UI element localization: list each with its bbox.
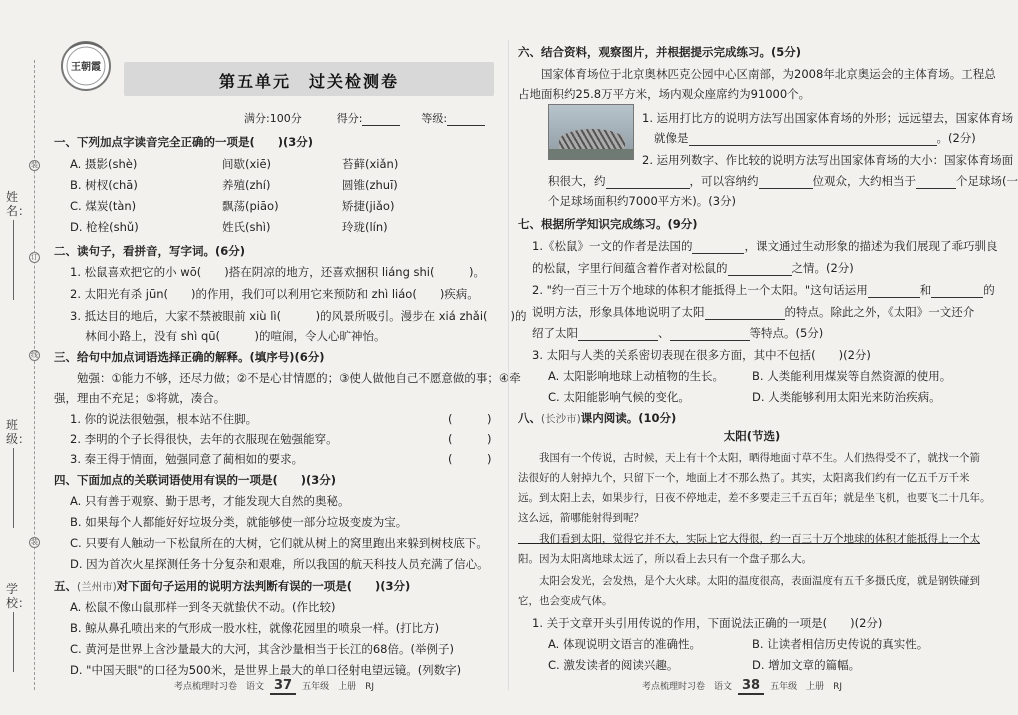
- cut-line: [34, 60, 35, 690]
- q1-option: 养殖(zhí): [222, 178, 271, 192]
- passage-line: 远。到太阳上去，如果步行，日夜不停地走，差不多要走三千五百年；就是坐飞机，也要飞二十几年。: [518, 492, 991, 504]
- q1-option: 间歇(xiē): [222, 157, 272, 171]
- passage-line: 我国有一个传说，古时候，天上有十个太阳，晒得地面寸草不生。人们热得受不了，就找一个箭: [518, 452, 980, 464]
- q6-sub2: 2. 运用列数字、作比较的说明方法写出国家体育场的大小：国家体育场面: [642, 153, 1014, 167]
- q2-line[interactable]: 林间小路上，没有 shì qū( )的喧闹，令人心旷神怡。: [70, 329, 386, 343]
- q6-sub1-line[interactable]: 就像是 。(2分): [654, 131, 976, 145]
- q7-line[interactable]: 绍了太阳 、 等特点。(5分): [532, 326, 824, 340]
- q5-heading: 五、(兰州市)对下面句子运用的说明方法判断有误的一项是( )(3分): [54, 579, 411, 593]
- q7-line: 3. 太阳与人类的关系密切表现在很多方面，其中不包括( )(2分): [532, 348, 871, 362]
- class-label: 班级：: [6, 418, 22, 528]
- q8-option[interactable]: A. 体现说明文语言的准确性。: [548, 637, 701, 651]
- q8-option[interactable]: B. 让读者相信历史传说的真实性。: [752, 637, 929, 651]
- brand-logo-icon: [56, 36, 116, 96]
- q2-line[interactable]: 1. 松鼠喜欢把它的小 wō( )搭在阴凉的地方，还喜欢捆积 liáng shi( )。: [70, 265, 485, 279]
- school-label: 学校：: [6, 582, 22, 672]
- q7-line[interactable]: 说明方法，形象具体地说明了太阳 的特点。除此之外，《太阳》一文还介: [532, 305, 975, 319]
- page-title: 第五单元 过关检测卷: [218, 72, 399, 91]
- page-divider: [508, 40, 509, 690]
- q6-heading: 六、结合资料，观察图片，并根据提示完成练习。(5分): [518, 45, 802, 59]
- q7-option[interactable]: D. 人类能够利用太阳光来防治疾病。: [752, 390, 941, 404]
- q1-option[interactable]: B. 树杈(chā): [70, 178, 138, 192]
- q6-sub2-line[interactable]: 积很大，约 ，可以容纳约 位观众，大约相当于 个足球场(一: [548, 174, 1018, 188]
- q7-line[interactable]: 的松鼠，字里行间蕴含着作者对松鼠的 之情。(2分): [532, 261, 854, 275]
- q4-option[interactable]: B. 如果每个人都能好好垃圾分类，就能够使一部分垃圾变废为宝。: [70, 515, 408, 529]
- q8-option[interactable]: C. 激发读者的阅读兴趣。: [548, 658, 679, 672]
- full-score: 满分:100分: [244, 112, 302, 125]
- q5-option[interactable]: A. 松鼠不像山鼠那样一到冬天就蛰伏不动。(作比较): [70, 600, 336, 614]
- binding-margin: [0, 0, 42, 715]
- q3-answer-paren[interactable]: ( ): [448, 432, 492, 446]
- q6-intro: 国家体育场位于北京奥林匹克公园中心区南部，为2008年北京奥运会的主体育场。工程总: [518, 67, 996, 81]
- q5-option[interactable]: D. "中国天眼"的口径为500米，是世界上最大的单口径射电望远镜。(列数字): [70, 663, 462, 677]
- page-number: 38: [738, 678, 764, 695]
- q2-line[interactable]: 3. 抵达目的地后，大家不禁被眼前 xiù lì( )的风景所吸引。漫步在 xiá zhǎi( )的: [70, 309, 527, 323]
- q3-item: 3. 秦王得于情面，勉强同意了蔺相如的要求。: [70, 452, 304, 466]
- title-bar: [124, 62, 494, 96]
- score-row: [244, 110, 504, 126]
- q2-line[interactable]: 2. 太阳光有杀 jūn( )的作用，我们可以利用它来预防和 zhì liáo( )疾病。: [70, 287, 479, 301]
- stadium-photo: [548, 104, 634, 160]
- left-footer: 考点梳理时习卷 语文 37 五年级 上册 RJ: [174, 678, 375, 693]
- q1-option[interactable]: C. 煤炭(tàn): [70, 199, 137, 213]
- q6-sub1: 1. 运用打比方的说明方法写出国家体育场的外形；远远望去，国家体育场: [642, 111, 1014, 125]
- grade-blank[interactable]: [447, 116, 485, 126]
- name-label: 姓名：: [6, 190, 22, 300]
- passage-line: 阳。因为太阳离地球太远了，所以看上去只有一个盘子那么大。: [518, 553, 812, 565]
- right-footer: 考点梳理时习卷 语文 38 五年级 上册 RJ: [642, 678, 843, 693]
- q1-option: 飘荡(piāo): [222, 199, 279, 213]
- q7-option[interactable]: C. 太阳能影响气候的变化。: [548, 390, 690, 404]
- q4-option[interactable]: C. 只要有人触动一下松鼠所在的大树，它们就从树上的窝里跑出来躲到树枝底下。: [70, 536, 488, 550]
- q5-option[interactable]: C. 黄河是世界上含沙量最大的大河，其含沙量相当于长江的68倍。(举例子): [70, 642, 454, 656]
- q1-option: 玲珑(lín): [342, 220, 388, 234]
- passage-line: 这么远，箭哪能射得到呢？: [518, 512, 644, 524]
- q7-option[interactable]: A. 太阳影响地球上动植物的生长。: [548, 369, 724, 383]
- q1-option: 矫捷(jiǎo): [342, 199, 395, 213]
- q4-option[interactable]: A. 只有善于观察、勤于思考，才能发现大自然的奥秘。: [70, 494, 350, 508]
- passage-line: 法很好的人射掉九个，只留下一个，地面上才不那么热了。其实，太阳离我们约有一亿五千万千米: [518, 472, 970, 484]
- q1-option: 圆锥(zhuī): [342, 178, 398, 192]
- grade-label: 等级:: [421, 112, 448, 125]
- left-page: [44, 0, 527, 715]
- passage-line: 它，也会变成气体。: [518, 595, 613, 607]
- q2-heading: 二、读句子，看拼音，写字词。(6分): [54, 244, 246, 258]
- q4-option[interactable]: D. 因为首次火星探测任务十分复杂和艰难，所以我国的航天科技人员充满了信心。: [70, 557, 489, 571]
- q3-item: 2. 李明的个子长得很快，去年的衣服现在勉强能穿。: [70, 432, 338, 446]
- q3-item: 1. 你的说法很勉强，根本站不住脚。: [70, 412, 258, 426]
- q1-heading: 一、下列加点字读音完全正确的一项是( )(3分): [54, 135, 314, 149]
- region-tag: (兰州市): [77, 581, 117, 593]
- q1-option[interactable]: A. 摄影(shè): [70, 157, 138, 171]
- passage-line: 太阳会发光，会发热，是个大火球。太阳的温度很高，表面温度有五千多摄氏度，就是钢铁碰到: [518, 575, 980, 587]
- q7-line[interactable]: 1.《松鼠》一文的作者是法国的 ，课文通过生动形象的描述为我们展现了乖巧驯良: [532, 239, 998, 253]
- right-page: [512, 0, 1018, 715]
- q5-option[interactable]: B. 鲸从鼻孔喷出来的气形成一股水柱，就像花园里的喷泉一样。(打比方): [70, 621, 440, 635]
- q1-option[interactable]: D. 枪栓(shǔ): [70, 220, 139, 234]
- q1-option: 苔藓(xiǎn): [342, 157, 399, 171]
- q8-heading: 八、(长沙市)课内阅读。(10分): [518, 411, 677, 425]
- cut-mark: 装: [31, 161, 38, 169]
- cut-mark: 装: [31, 538, 38, 546]
- q3-definitions: 勉强：①能力不够，还尽力做；②不是心甘情愿的；③使人做他自己不愿意做的事；④牵: [54, 371, 521, 385]
- svg-text:王朝霞: 王朝霞: [71, 62, 101, 73]
- q3-heading: 三、给句中加点词语选择正确的解释。(填序号)(6分): [54, 350, 325, 364]
- passage-title: 太阳(节选): [723, 429, 781, 443]
- q7-heading: 七、根据所学知识完成练习。(9分): [518, 217, 698, 231]
- score-blank[interactable]: [362, 116, 400, 126]
- score-label: 得分:: [336, 112, 363, 125]
- q3-answer-paren[interactable]: ( ): [448, 452, 492, 466]
- cut-mark: 订: [31, 253, 38, 261]
- q6-sub2-note: 个足球场面积约7000平方米)。(3分): [548, 194, 737, 208]
- q7-line[interactable]: 2. "约一百三十万个地球的体积才能抵得上一个太阳。"这句话运用 和 的: [532, 283, 995, 297]
- q3-answer-paren[interactable]: ( ): [448, 412, 492, 426]
- q4-heading: 四、下面加点的关联词语使用有误的一项是( )(3分): [54, 473, 337, 487]
- page-number: 37: [270, 678, 296, 695]
- q3-definitions-cont: 强，理由不充足；⑤将就，凑合。: [54, 391, 226, 405]
- q1-option: 姓氏(shì): [222, 220, 271, 234]
- q8-sub1: 1. 关于文章开头引用传说的作用，下面说法正确的一项是( )(2分): [532, 616, 883, 630]
- passage-line-underlined: 我们看到太阳，觉得它并不大，实际上它大得很，约一百三十万个地球的体积才能抵得上一个太: [518, 533, 980, 545]
- q6-intro-cont: 占地面积约25.8万平方米，场内观众座席约为91000个。: [518, 87, 811, 101]
- cut-mark: 线: [31, 351, 38, 359]
- q7-option[interactable]: B. 人类能利用煤炭等自然资源的使用。: [752, 369, 952, 383]
- region-tag: (长沙市): [541, 413, 581, 425]
- q8-option[interactable]: D. 增加文章的篇幅。: [752, 658, 861, 672]
